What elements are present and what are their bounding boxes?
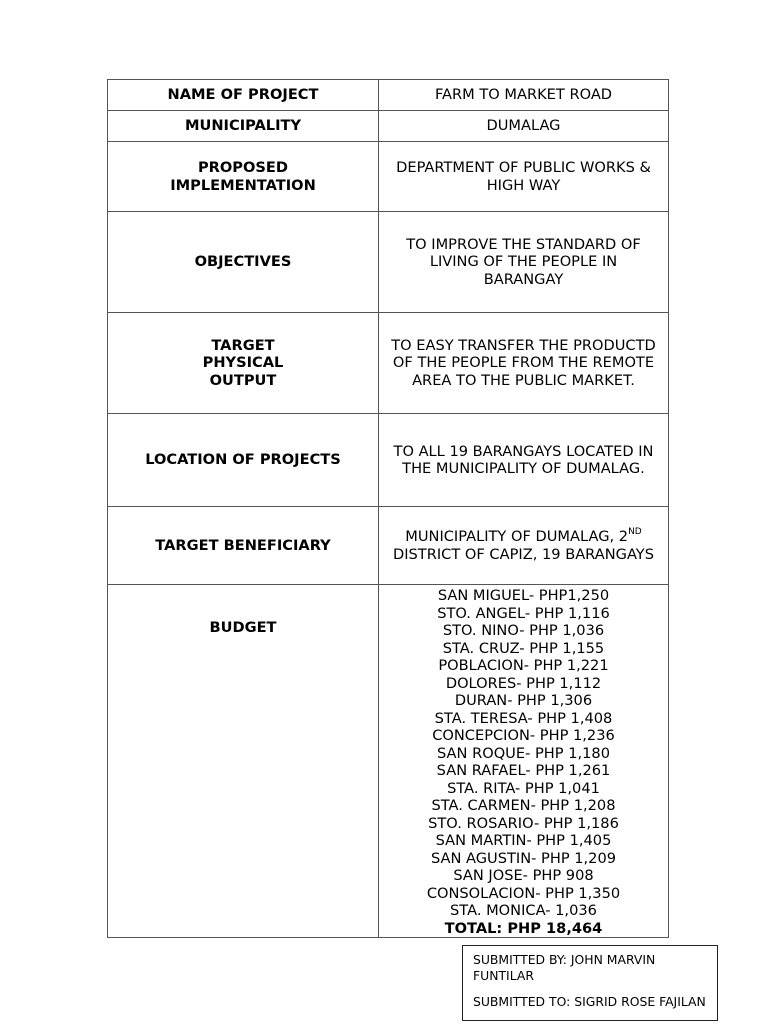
row-label-municipality: MUNICIPALITY bbox=[108, 111, 379, 142]
row-label-budget: BUDGET bbox=[108, 585, 379, 938]
row-label-target-beneficiary: TARGET BENEFICIARY bbox=[108, 507, 379, 585]
budget-item: STA. MONICA- 1,036 bbox=[450, 902, 597, 919]
budget-item: DOLORES- PHP 1,112 bbox=[445, 674, 602, 692]
budget-item: STA. CRUZ- PHP 1,155 bbox=[442, 639, 605, 657]
project-table bbox=[107, 79, 669, 938]
budget-item: CONSOLACION- PHP 1,350 bbox=[426, 884, 621, 902]
budget-total: TOTAL: PHP 18,464 bbox=[444, 919, 603, 937]
budget-item: DURAN- PHP 1,306 bbox=[454, 692, 593, 709]
beneficiary-ordinal-suffix: ND bbox=[628, 527, 642, 538]
budget-item: SAN RAFAEL- PHP 1,261 bbox=[436, 762, 611, 779]
budget-list bbox=[379, 585, 669, 938]
row-label-target-physical-output: TARGET PHYSICAL OUTPUT bbox=[108, 313, 379, 414]
table-row bbox=[108, 80, 669, 111]
row-value-target-beneficiary bbox=[379, 507, 669, 585]
budget-item: STO. ROSARIO- PHP 1,186 bbox=[428, 814, 619, 832]
budget-item: CONCEPCION- PHP 1,236 bbox=[432, 727, 615, 744]
table-row bbox=[108, 414, 669, 507]
submitted-to: SUBMITTED TO: SIGRID ROSE FAJILAN bbox=[473, 994, 706, 1009]
table-row bbox=[108, 142, 669, 212]
budget-item: SAN MARTIN- PHP 1,405 bbox=[435, 832, 612, 849]
row-value-objectives: TO IMPROVE THE STANDARD OF LIVING OF THE PEOPLE IN BARANGAY bbox=[379, 212, 669, 313]
table-row bbox=[108, 212, 669, 313]
beneficiary-line-2: DISTRICT OF CAPIZ, 19 BARANGAYS bbox=[393, 545, 654, 563]
table-row bbox=[108, 585, 669, 938]
budget-item: POBLACION- PHP 1,221 bbox=[438, 657, 609, 674]
table-row bbox=[108, 313, 669, 414]
row-value-proposed-implementation: DEPARTMENT OF PUBLIC WORKS & HIGH WAY bbox=[379, 142, 669, 212]
row-label-proposed-implementation: PROPOSED IMPLEMENTATION bbox=[108, 142, 379, 212]
budget-item: STA. TERESA- PHP 1,408 bbox=[434, 709, 613, 727]
table-row bbox=[108, 111, 669, 142]
beneficiary-line-1: MUNICIPALITY OF DUMALAG, 2 bbox=[405, 528, 629, 545]
row-value-municipality: DUMALAG bbox=[379, 111, 669, 142]
budget-item: SAN ROQUE- PHP 1,180 bbox=[437, 744, 610, 762]
submitted-by: SUBMITTED BY: JOHN MARVIN FUNTILAR bbox=[473, 952, 656, 983]
table-row bbox=[108, 507, 669, 585]
submission-box bbox=[462, 945, 718, 1021]
budget-item: SAN MIGUEL- PHP1,250 bbox=[437, 587, 610, 604]
budget-item: STO. NINO- PHP 1,036 bbox=[442, 622, 605, 639]
budget-item: STO. ANGEL- PHP 1,116 bbox=[437, 604, 610, 622]
row-label-location-of-projects: LOCATION OF PROJECTS bbox=[108, 414, 379, 507]
row-value-location-of-projects: TO ALL 19 BARANGAYS LOCATED IN THE MUNICIPALITY OF DUMALAG. bbox=[379, 414, 669, 507]
budget-item: SAN AGUSTIN- PHP 1,209 bbox=[430, 849, 617, 867]
row-label-objectives: OBJECTIVES bbox=[108, 212, 379, 313]
budget-item: STA. RITA- PHP 1,041 bbox=[447, 779, 600, 797]
row-value-target-physical-output: TO EASY TRANSFER THE PRODUCTD OF THE PEOPLE FROM THE REMOTE AREA TO THE PUBLIC MARKET. bbox=[379, 313, 669, 414]
row-label-name-of-project: NAME OF PROJECT bbox=[108, 80, 379, 111]
row-value-name-of-project: FARM TO MARKET ROAD bbox=[379, 80, 669, 111]
budget-item: STA. CARMEN- PHP 1,208 bbox=[431, 797, 616, 814]
budget-item: SAN JOSE- PHP 908 bbox=[453, 867, 594, 884]
